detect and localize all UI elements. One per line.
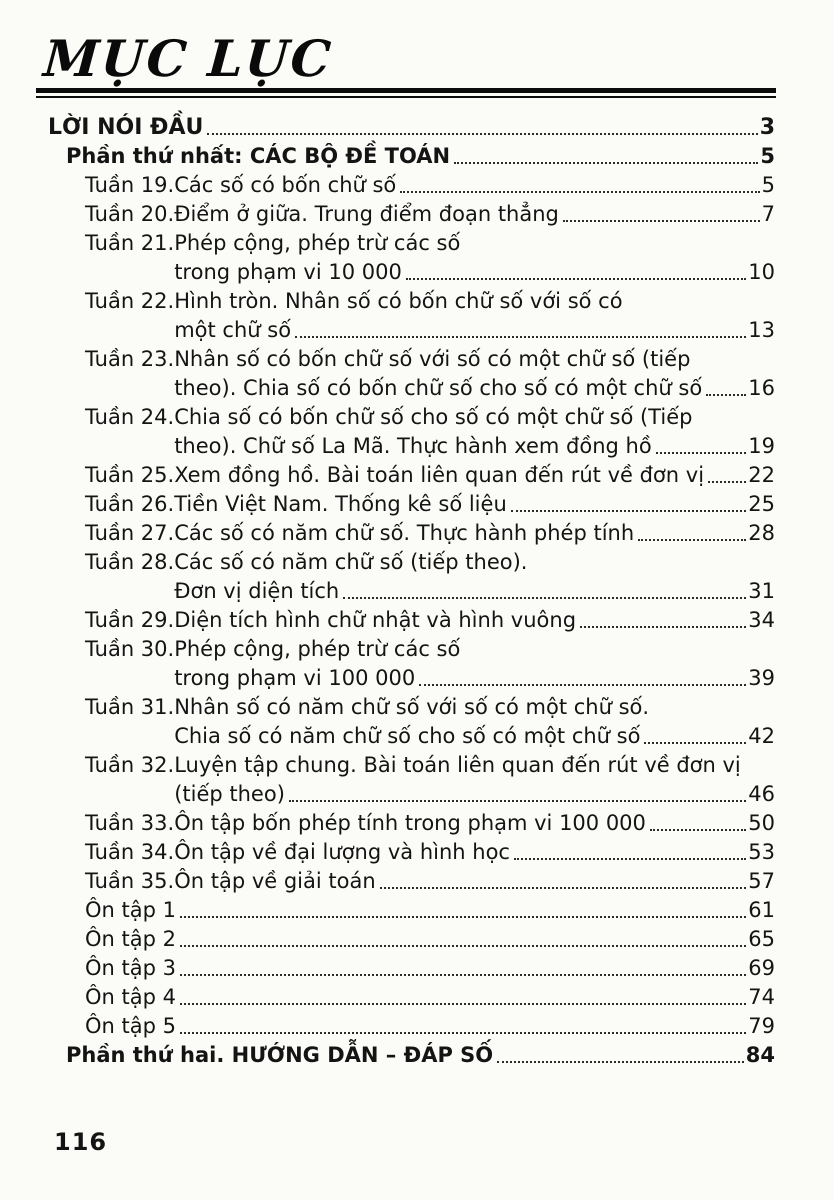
toc-page-number: 50 bbox=[748, 811, 775, 835]
toc-entry-body bbox=[85, 896, 775, 925]
footer-page-number: 116 bbox=[54, 1128, 108, 1156]
toc-page-number: 39 bbox=[748, 666, 775, 690]
toc-entry bbox=[48, 113, 775, 142]
toc-page-number: 16 bbox=[748, 376, 775, 400]
toc-entry-text: LỜI NÓI ĐẦU bbox=[48, 115, 204, 140]
toc-page-number: 46 bbox=[748, 782, 775, 806]
toc-page-number: 10 bbox=[748, 260, 775, 284]
toc-entry-body bbox=[174, 403, 775, 461]
toc-entry-line bbox=[174, 171, 775, 200]
toc-dot-leader bbox=[644, 742, 746, 744]
toc-entry bbox=[48, 751, 775, 809]
toc-entry bbox=[48, 867, 775, 896]
toc-dot-leader bbox=[708, 481, 746, 483]
toc-dot-leader bbox=[419, 684, 746, 686]
toc-page-number: 53 bbox=[748, 840, 775, 864]
toc-entry-line bbox=[174, 751, 775, 780]
toc-entry-body bbox=[174, 287, 775, 345]
title-rule-thin-line bbox=[36, 96, 776, 98]
toc-entry-text: Hình tròn. Nhân số có bốn chữ số với số có bbox=[174, 289, 623, 313]
toc-entry-line bbox=[174, 635, 775, 664]
toc-entry-text: Luyện tập chung. Bài toán liên quan đến rút về đơn vị bbox=[174, 753, 741, 777]
toc-entry-line bbox=[174, 258, 775, 287]
toc-entry-text: Nhân số có năm chữ số với số có một chữ số. bbox=[174, 695, 650, 719]
toc-entry-line bbox=[174, 345, 775, 374]
toc-entry-body bbox=[174, 519, 775, 548]
toc-entry-prefix: Tuần 32. bbox=[85, 753, 175, 777]
toc-entry-prefix: Tuần 20. bbox=[85, 202, 175, 226]
toc-entry-prefix: Tuần 25. bbox=[85, 463, 175, 487]
toc-entry bbox=[48, 983, 775, 1012]
toc-entry-body bbox=[174, 490, 775, 519]
toc-entry-prefix: Tuần 22. bbox=[85, 289, 175, 313]
toc-entry bbox=[48, 635, 775, 693]
toc-entry-text: Phần thứ hai. HƯỚNG DẪN – ĐÁP SỐ bbox=[66, 1043, 494, 1067]
toc-dot-leader bbox=[650, 829, 746, 831]
toc-entry-prefix: Tuần 27. bbox=[85, 521, 175, 545]
toc-entry bbox=[48, 490, 775, 519]
toc-entry bbox=[48, 838, 775, 867]
toc-entry-line bbox=[85, 925, 775, 954]
toc-page-number: 3 bbox=[759, 115, 775, 140]
toc-entry-body bbox=[174, 809, 775, 838]
toc-entry-line bbox=[174, 490, 775, 519]
toc-page-number: 5 bbox=[760, 144, 775, 168]
toc-entry-prefix: Tuần 35. bbox=[85, 869, 175, 893]
toc-entry-prefix: Tuần 28. bbox=[85, 550, 175, 574]
toc-entry-text: (tiếp theo) bbox=[174, 782, 285, 806]
toc-entry-body bbox=[48, 113, 775, 142]
toc-entry-line bbox=[174, 461, 775, 490]
toc-entry-line bbox=[174, 432, 775, 461]
toc-entry-text: Các số có bốn chữ số bbox=[174, 173, 397, 197]
toc-entry bbox=[48, 142, 775, 171]
toc-dot-leader bbox=[511, 510, 747, 512]
toc-entry-body bbox=[174, 751, 775, 809]
toc-entry bbox=[48, 200, 775, 229]
toc-entry-prefix: Tuần 33. bbox=[85, 811, 175, 835]
toc-entry-text: Ôn tập 5 bbox=[85, 1014, 176, 1038]
toc-entry-line bbox=[174, 577, 775, 606]
toc-entry-text: Điểm ở giữa. Trung điểm đoạn thẳng bbox=[174, 202, 559, 226]
toc-entry bbox=[48, 606, 775, 635]
toc-dot-leader bbox=[180, 916, 746, 918]
toc-dot-leader bbox=[656, 452, 747, 454]
toc-entry-line bbox=[66, 1041, 775, 1070]
toc-dot-leader bbox=[406, 278, 746, 280]
toc-dot-leader bbox=[497, 1061, 744, 1063]
toc-entry-line bbox=[174, 809, 775, 838]
toc-entry-line bbox=[174, 403, 775, 432]
toc-dot-leader bbox=[180, 945, 746, 947]
toc-page-number: 42 bbox=[748, 724, 775, 748]
toc-entry-line bbox=[48, 113, 775, 142]
toc-entry-line bbox=[174, 548, 775, 577]
toc-entry-text: Chia số có bốn chữ số cho số có một chữ số (Tiếp bbox=[174, 405, 693, 429]
toc-entry bbox=[48, 693, 775, 751]
toc-entry-line bbox=[85, 983, 775, 1012]
toc-entry bbox=[48, 809, 775, 838]
toc-entry bbox=[48, 171, 775, 200]
toc-entry-line bbox=[174, 867, 775, 896]
toc-entry-prefix: Tuần 24. bbox=[85, 405, 175, 429]
toc-page-number: 5 bbox=[761, 173, 775, 197]
toc-page-number: 31 bbox=[748, 579, 775, 603]
toc-entry bbox=[48, 925, 775, 954]
toc-entry bbox=[48, 345, 775, 403]
toc-entry-prefix: Tuần 21. bbox=[85, 231, 175, 255]
toc-dot-leader bbox=[289, 800, 746, 802]
toc-entry-body bbox=[174, 345, 775, 403]
toc-page-number: 84 bbox=[745, 1043, 775, 1067]
toc-entry bbox=[48, 1041, 775, 1070]
toc-entry bbox=[48, 229, 775, 287]
toc-entry-text: theo). Chia số có bốn chữ số cho số có một chữ số bbox=[174, 376, 703, 400]
toc-entry-text: Diện tích hình chữ nhật và hình vuông bbox=[174, 608, 577, 632]
toc-entry-body bbox=[174, 606, 775, 635]
toc-entry-text: Ôn tập về đại lượng và hình học bbox=[174, 840, 510, 864]
toc-entry-text: Phép cộng, phép trừ các số bbox=[174, 231, 461, 255]
toc-entry-line bbox=[174, 838, 775, 867]
toc-entry-text: Ôn tập 4 bbox=[85, 985, 176, 1009]
toc-entry-line bbox=[174, 316, 775, 345]
toc-entry-prefix: Tuần 23. bbox=[85, 347, 175, 371]
toc-entry bbox=[48, 1012, 775, 1041]
toc-page-number: 65 bbox=[748, 927, 775, 951]
toc-entry-body bbox=[66, 142, 775, 171]
toc-page-number: 61 bbox=[748, 898, 775, 922]
page-header bbox=[36, 29, 776, 98]
toc-dot-leader bbox=[343, 597, 746, 599]
toc-page-number: 69 bbox=[748, 956, 775, 980]
toc-entry-body bbox=[85, 954, 775, 983]
toc-entry-text: Xem đồng hồ. Bài toán liên quan đến rút về đơn vị bbox=[174, 463, 705, 487]
toc-entry-body bbox=[174, 635, 775, 693]
toc-entry-body bbox=[85, 983, 775, 1012]
toc-entry-line bbox=[174, 664, 775, 693]
toc-entry bbox=[48, 287, 775, 345]
toc-entry-body bbox=[174, 693, 775, 751]
toc-page-number: 22 bbox=[748, 463, 775, 487]
toc-entry-text: Ôn tập bốn phép tính trong phạm vi 100 000 bbox=[174, 811, 646, 835]
toc-entry bbox=[48, 954, 775, 983]
toc-entry-line bbox=[174, 606, 775, 635]
toc-dot-leader bbox=[580, 626, 746, 628]
toc-entry-prefix: Tuần 26. bbox=[85, 492, 175, 516]
toc-entry-prefix: Tuần 34. bbox=[85, 840, 175, 864]
toc-entry-line bbox=[174, 693, 775, 722]
toc-entry-text: Các số có năm chữ số. Thực hành phép tính bbox=[174, 521, 635, 545]
toc-dot-leader bbox=[400, 191, 759, 193]
toc-entry-body bbox=[174, 548, 775, 606]
toc-dot-leader bbox=[638, 539, 746, 541]
toc-page-number: 25 bbox=[748, 492, 775, 516]
toc-entry-body bbox=[174, 867, 775, 896]
toc-dot-leader bbox=[454, 162, 758, 164]
toc-entry-prefix: Tuần 30. bbox=[85, 637, 175, 661]
toc-entry-line bbox=[174, 374, 775, 403]
toc-entry-text: Đơn vị diện tích bbox=[174, 579, 340, 603]
toc-entry-body bbox=[174, 171, 775, 200]
toc-entry-line bbox=[174, 229, 775, 258]
toc-entry-line bbox=[174, 722, 775, 751]
toc-entry-body bbox=[174, 229, 775, 287]
toc-entry-body bbox=[174, 461, 775, 490]
toc-entry-line bbox=[66, 142, 775, 171]
toc-entry-text: Phần thứ nhất: CÁC BỘ ĐỀ TOÁN bbox=[66, 144, 451, 168]
toc-page-number: 57 bbox=[748, 869, 775, 893]
toc-entry-text: theo). Chữ số La Mã. Thực hành xem đồng hồ bbox=[174, 434, 652, 458]
toc-entry-line bbox=[85, 1012, 775, 1041]
toc-entry-line bbox=[174, 780, 775, 809]
toc-entry-text: trong phạm vi 100 000 bbox=[174, 666, 416, 690]
toc-entry-text: Chia số có năm chữ số cho số có một chữ số bbox=[174, 724, 641, 748]
toc-dot-leader bbox=[563, 220, 760, 222]
toc-entry-text: trong phạm vi 10 000 bbox=[174, 260, 402, 284]
toc-dot-leader bbox=[514, 858, 746, 860]
toc-entry-line bbox=[174, 287, 775, 316]
toc-entry-prefix: Tuần 29. bbox=[85, 608, 175, 632]
page-title: MỤC LỤC bbox=[41, 29, 335, 88]
title-rule bbox=[36, 88, 776, 98]
toc-entry-prefix: Tuần 31. bbox=[85, 695, 175, 719]
toc-dot-leader bbox=[295, 336, 746, 338]
toc-entry-prefix: Tuần 19. bbox=[85, 173, 175, 197]
toc-dot-leader bbox=[706, 394, 746, 396]
toc-entry bbox=[48, 403, 775, 461]
toc-entry-line bbox=[85, 896, 775, 925]
toc-entry-text: Ôn tập 1 bbox=[85, 898, 176, 922]
toc-entry bbox=[48, 548, 775, 606]
toc-page-number: 19 bbox=[748, 434, 775, 458]
toc-entry-text: Ôn tập 2 bbox=[85, 927, 176, 951]
toc-entry-text: Phép cộng, phép trừ các số bbox=[174, 637, 461, 661]
toc-list bbox=[48, 113, 775, 1070]
toc-dot-leader bbox=[180, 974, 746, 976]
toc-entry-body bbox=[174, 200, 775, 229]
toc-page-number: 7 bbox=[761, 202, 775, 226]
toc-entry-text: Ôn tập về giải toán bbox=[174, 869, 376, 893]
toc-entry-text: một chữ số bbox=[174, 318, 292, 342]
toc-page-number: 28 bbox=[748, 521, 775, 545]
toc-dot-leader bbox=[180, 1032, 746, 1034]
toc-dot-leader bbox=[207, 133, 757, 135]
toc-entry-body bbox=[66, 1041, 775, 1070]
toc-page-number: 13 bbox=[748, 318, 775, 342]
toc-page-number: 74 bbox=[748, 985, 775, 1009]
toc-entry-line bbox=[174, 519, 775, 548]
toc-entry-body bbox=[174, 838, 775, 867]
toc-entry-line bbox=[85, 954, 775, 983]
toc-dot-leader bbox=[180, 1003, 746, 1005]
toc-dot-leader bbox=[380, 887, 747, 889]
toc-entry-body bbox=[85, 925, 775, 954]
toc-entry-line bbox=[174, 200, 775, 229]
toc-entry bbox=[48, 519, 775, 548]
toc-page-number: 79 bbox=[748, 1014, 775, 1038]
toc-page-number: 34 bbox=[748, 608, 775, 632]
toc-entry bbox=[48, 896, 775, 925]
toc-entry-text: Các số có năm chữ số (tiếp theo). bbox=[174, 550, 528, 574]
toc-entry-text: Tiền Việt Nam. Thống kê số liệu bbox=[174, 492, 507, 516]
toc-entry bbox=[48, 461, 775, 490]
toc-entry-body bbox=[85, 1012, 775, 1041]
toc-entry-text: Ôn tập 3 bbox=[85, 956, 176, 980]
toc-entry-text: Nhân số có bốn chữ số với số có một chữ số (tiếp bbox=[174, 347, 691, 371]
